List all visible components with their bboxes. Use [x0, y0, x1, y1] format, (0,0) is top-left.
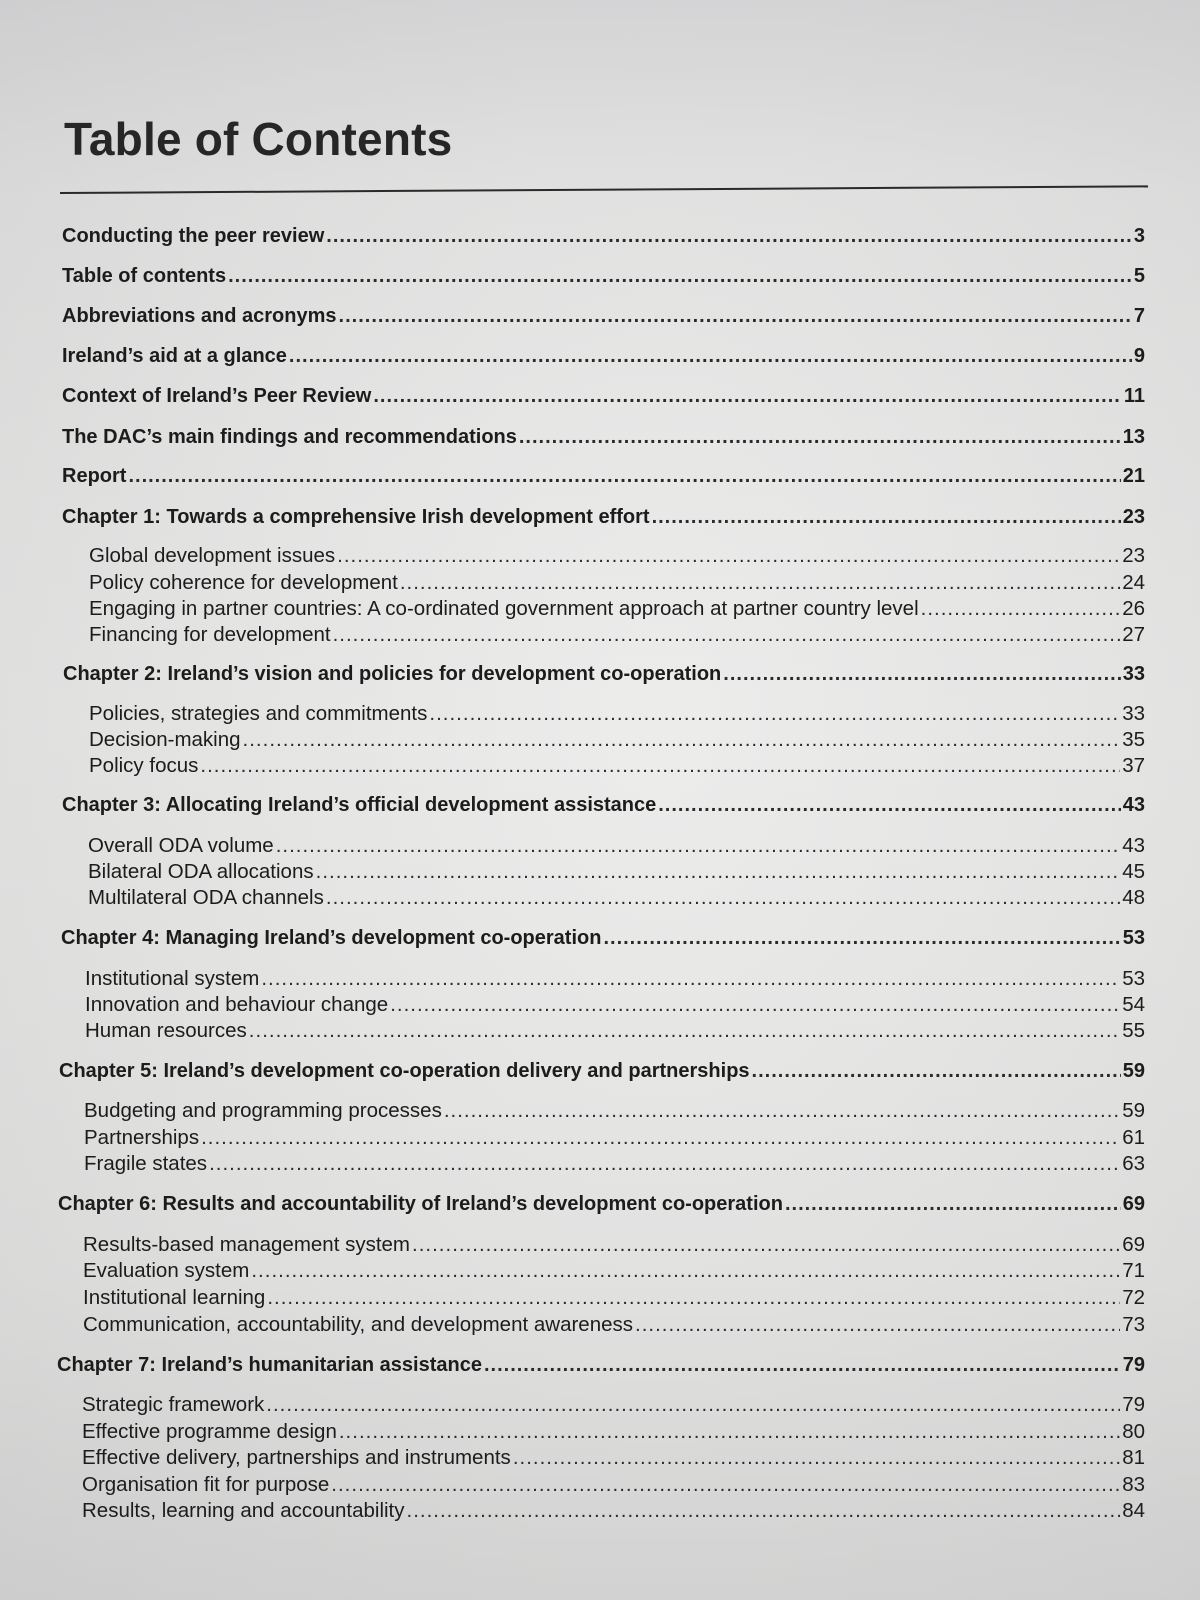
toc-entry-label: Chapter 7: Ireland’s humanitarian assistance: [57, 1354, 482, 1376]
toc-subentry[interactable]: [82, 1444, 1145, 1472]
toc-entry-label: Chapter 4: Managing Ireland’s development co-operation: [61, 927, 602, 949]
toc-subentry[interactable]: [89, 621, 1145, 649]
toc-entry-label: Effective programme design: [82, 1420, 337, 1443]
toc-entry-label: Chapter 1: Towards a comprehensive Irish development effort: [62, 506, 650, 528]
toc-entry-label: Engaging in partner countries: A co-ordinated government approach at partner country level: [89, 597, 919, 620]
toc-entry-label: Innovation and behaviour change: [85, 993, 389, 1016]
toc-entry-label: Results-based management system: [83, 1233, 411, 1256]
toc-page-number: 27: [1122, 623, 1145, 646]
toc-entry-label: Policy coherence for development: [89, 571, 398, 594]
toc-page-number: 45: [1122, 860, 1145, 883]
dot-leader: [209, 1150, 1120, 1178]
dot-leader: [921, 595, 1121, 623]
toc-subentry[interactable]: [89, 752, 1145, 780]
toc-entry[interactable]: [63, 660, 1145, 688]
toc-page-number: 7: [1133, 305, 1145, 327]
toc-page-number: 72: [1122, 1286, 1145, 1309]
dot-leader: [407, 1497, 1121, 1525]
toc-entry-label: Chapter 5: Ireland’s development co-operation delivery and partnerships: [59, 1060, 750, 1082]
toc-entry[interactable]: [59, 1057, 1145, 1085]
toc-page-number: 21: [1122, 465, 1145, 487]
toc-subentry[interactable]: [83, 1231, 1145, 1259]
toc-entry-label: Conducting the peer review: [62, 225, 325, 247]
toc-entry-label: Chapter 3: Allocating Ireland’s official development assistance: [62, 794, 657, 816]
toc-entry-label: Institutional learning: [83, 1286, 266, 1309]
toc-page-number: 69: [1122, 1193, 1145, 1215]
dot-leader: [339, 302, 1132, 330]
dot-leader: [429, 700, 1120, 728]
toc-page-number: 59: [1122, 1099, 1145, 1122]
toc-entry-label: Evaluation system: [83, 1259, 250, 1282]
toc-page-number: 23: [1122, 544, 1145, 567]
dot-leader: [331, 1471, 1120, 1499]
toc-subentry[interactable]: [83, 1284, 1145, 1312]
toc-page-number: 24: [1122, 571, 1145, 594]
toc-page-number: 9: [1133, 345, 1145, 367]
toc-page-number: 69: [1122, 1233, 1145, 1256]
dot-leader: [251, 1257, 1120, 1285]
dot-leader: [444, 1097, 1120, 1125]
toc-subentry[interactable]: [89, 542, 1145, 570]
toc-subentry[interactable]: [85, 1017, 1145, 1045]
toc-page-number: 5: [1133, 265, 1145, 287]
toc-subentry[interactable]: [82, 1391, 1145, 1419]
toc-subentry[interactable]: [89, 569, 1145, 597]
toc-page-number: 33: [1122, 663, 1145, 685]
dot-leader: [652, 503, 1121, 531]
toc-page-number: 63: [1122, 1152, 1145, 1175]
dot-leader: [326, 222, 1132, 250]
dot-leader: [723, 660, 1120, 688]
toc-subentry[interactable]: [88, 884, 1145, 912]
toc-entry-label: Results, learning and accountability: [82, 1499, 405, 1522]
toc-entry-label: Policies, strategies and commitments: [89, 702, 428, 725]
toc-entry[interactable]: [62, 302, 1145, 330]
toc-page-number: 26: [1122, 597, 1145, 620]
toc-page-number: 59: [1122, 1060, 1145, 1082]
toc-page-number: 37: [1122, 754, 1145, 777]
toc-entry[interactable]: [62, 382, 1145, 410]
toc-entry[interactable]: [62, 791, 1145, 819]
dot-leader: [128, 462, 1120, 490]
toc-entry-label: Overall ODA volume: [88, 834, 274, 857]
toc-subentry[interactable]: [85, 965, 1145, 993]
dot-leader: [519, 423, 1121, 451]
toc-page-number: 48: [1122, 886, 1145, 909]
toc-entry-label: Communication, accountability, and development awareness: [83, 1313, 634, 1336]
toc-entry-label: Decision-making: [89, 728, 241, 751]
toc-subentry[interactable]: [89, 595, 1145, 623]
toc-page-number: 84: [1122, 1499, 1145, 1522]
dot-leader: [752, 1057, 1121, 1085]
toc-entry-label: Global development issues: [89, 544, 336, 567]
dot-leader: [373, 382, 1121, 410]
dot-leader: [261, 965, 1120, 993]
toc-entry-label: Partnerships: [84, 1126, 200, 1149]
dot-leader: [339, 1418, 1120, 1446]
toc-entry-label: Institutional system: [85, 967, 260, 990]
toc-page-number: 43: [1122, 794, 1145, 816]
toc-entry[interactable]: [61, 924, 1145, 952]
toc-subentry[interactable]: [84, 1097, 1145, 1125]
dot-leader: [201, 1124, 1120, 1152]
toc-page-number: 79: [1122, 1354, 1145, 1376]
toc-page-number: 43: [1122, 834, 1145, 857]
toc-page-number: 11: [1123, 385, 1145, 407]
toc-entry[interactable]: [62, 462, 1145, 490]
toc-page-number: 71: [1122, 1259, 1145, 1282]
toc-entry-label: Multilateral ODA channels: [88, 886, 324, 909]
toc-entry-label: Organisation fit for purpose: [82, 1473, 330, 1496]
toc-page-number: 83: [1122, 1473, 1145, 1496]
dot-leader: [243, 726, 1121, 754]
toc-page-number: 55: [1122, 1019, 1145, 1042]
toc-page-number: 54: [1122, 993, 1145, 1016]
toc-page-number: 33: [1122, 702, 1145, 725]
dot-leader: [276, 832, 1120, 860]
toc-page-number: 23: [1122, 506, 1145, 528]
dot-leader: [200, 752, 1120, 780]
toc-subentry[interactable]: [82, 1497, 1145, 1525]
dot-leader: [266, 1391, 1120, 1419]
dot-leader: [249, 1017, 1120, 1045]
toc-subentry[interactable]: [82, 1471, 1145, 1499]
toc-page-number: 53: [1122, 967, 1145, 990]
dot-leader: [267, 1284, 1120, 1312]
toc-entry-label: Ireland’s aid at a glance: [62, 345, 287, 367]
toc-entry-label: Report: [62, 465, 127, 487]
toc-entry-label: Financing for development: [89, 623, 331, 646]
toc-subentry[interactable]: [89, 700, 1145, 728]
toc-page-number: 13: [1122, 426, 1145, 448]
dot-leader: [228, 262, 1132, 290]
toc-entry-label: Human resources: [85, 1019, 247, 1042]
dot-leader: [289, 342, 1132, 370]
dot-leader: [785, 1190, 1121, 1218]
toc-entry[interactable]: [62, 262, 1145, 290]
dot-leader: [326, 884, 1120, 912]
dot-leader: [412, 1231, 1120, 1259]
toc-page-number: 53: [1122, 927, 1145, 949]
toc-page-number: 73: [1122, 1313, 1145, 1336]
toc-subentry[interactable]: [84, 1150, 1145, 1178]
dot-leader: [316, 858, 1121, 886]
toc-entry[interactable]: [62, 222, 1145, 250]
toc-entry-label: Context of Ireland’s Peer Review: [62, 385, 372, 407]
dot-leader: [603, 924, 1120, 952]
toc-page-number: 80: [1122, 1420, 1145, 1443]
toc-entry[interactable]: [62, 342, 1145, 370]
dot-leader: [484, 1351, 1121, 1379]
toc-subentry[interactable]: [85, 991, 1145, 1019]
dot-leader: [400, 569, 1120, 597]
toc-entry-label: Policy focus: [89, 754, 199, 777]
toc-entry-label: Bilateral ODA allocations: [88, 860, 314, 883]
dot-leader: [658, 791, 1121, 819]
toc-entry-label: Effective delivery, partnerships and instruments: [82, 1446, 511, 1469]
toc-entry-label: Budgeting and programming processes: [84, 1099, 442, 1122]
toc-page-number: 81: [1122, 1446, 1145, 1469]
toc-entry[interactable]: [58, 1190, 1145, 1218]
dot-leader: [337, 542, 1120, 570]
toc-entry[interactable]: [57, 1351, 1145, 1379]
dot-leader: [333, 621, 1121, 649]
page-title: Table of Contents: [64, 113, 453, 165]
dot-leader: [635, 1311, 1120, 1339]
toc-subentry[interactable]: [83, 1311, 1145, 1339]
toc-entry-label: Fragile states: [84, 1152, 208, 1175]
toc-page-number: 3: [1133, 225, 1145, 247]
toc-subentry[interactable]: [89, 726, 1145, 754]
toc-page-number: 79: [1122, 1393, 1145, 1416]
toc-entry-label: Table of contents: [62, 265, 227, 287]
toc-page-number: 61: [1122, 1126, 1145, 1149]
toc-subentry[interactable]: [84, 1124, 1145, 1152]
toc-entry-label: Strategic framework: [82, 1393, 265, 1416]
toc-entry-label: Abbreviations and acronyms: [62, 305, 337, 327]
toc-entry[interactable]: [62, 503, 1145, 531]
toc-subentry[interactable]: [88, 832, 1145, 860]
dot-leader: [513, 1444, 1120, 1472]
toc-entry-label: Chapter 6: Results and accountability of Ireland’s development co-operation: [58, 1193, 783, 1215]
toc-page-number: 35: [1122, 728, 1145, 751]
toc-subentry[interactable]: [88, 858, 1145, 886]
toc-entry-label: The DAC’s main findings and recommendations: [62, 426, 517, 448]
toc-subentry[interactable]: [82, 1418, 1145, 1446]
toc-entry-label: Chapter 2: Ireland’s vision and policies for development co-operation: [63, 663, 722, 685]
toc-subentry[interactable]: [83, 1257, 1145, 1285]
dot-leader: [390, 991, 1120, 1019]
toc-entry[interactable]: [62, 423, 1145, 451]
